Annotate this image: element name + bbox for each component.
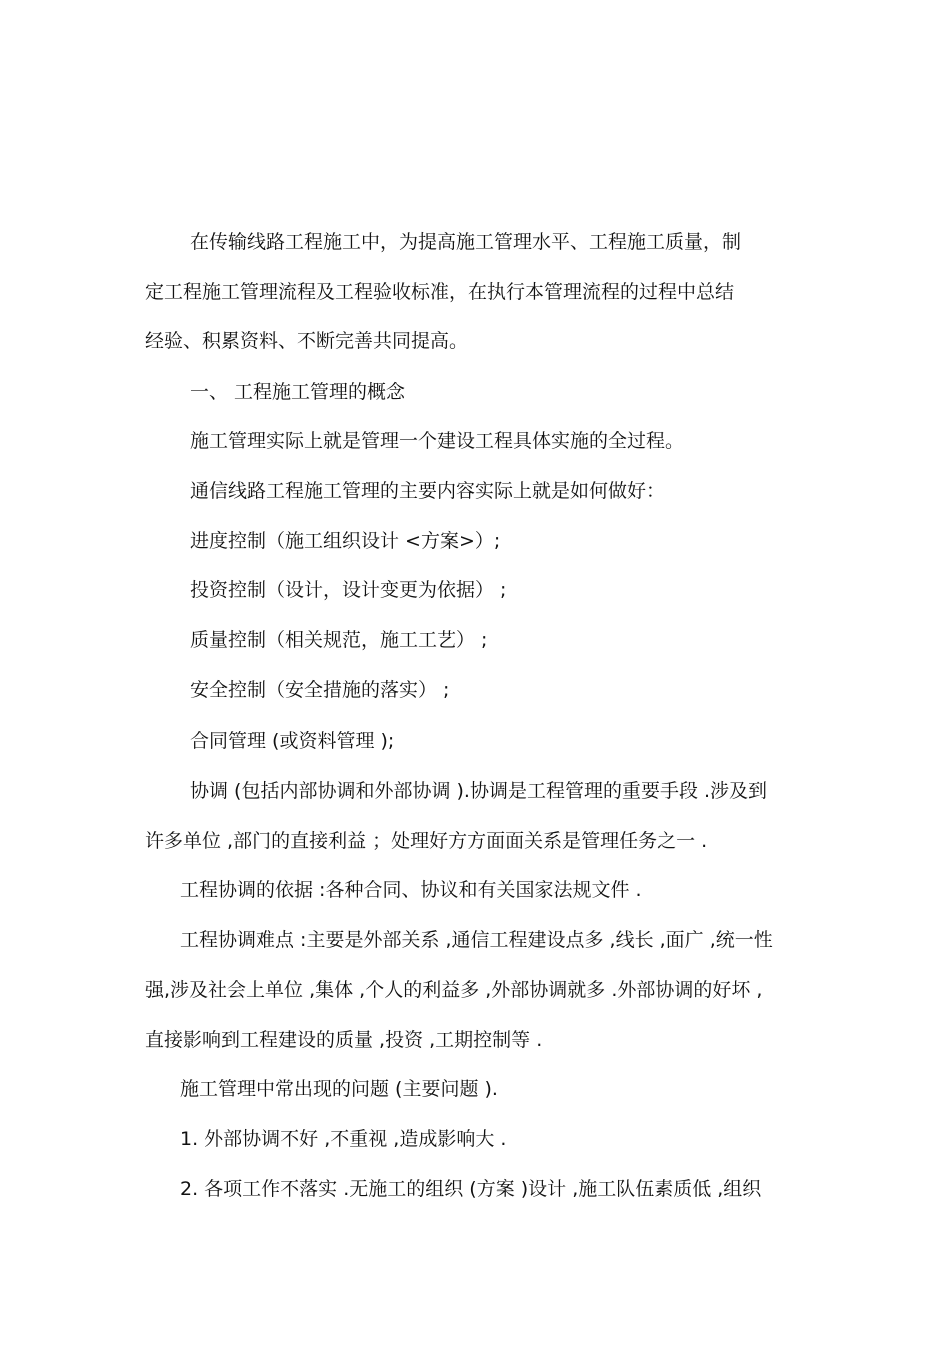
- list-item: 安全控制（安全措施的落实） ;: [190, 679, 450, 701]
- paragraph-line: 在传输线路工程施工中，为提高施工管理水平、工程施工质量，制: [190, 231, 742, 253]
- paragraph-line: 施工管理中常出现的问题 (主要问题 ).: [180, 1078, 498, 1100]
- paragraph-line: 协调 (包括内部协调和外部协调 ).协调是工程管理的重要手段 .涉及到: [190, 780, 768, 802]
- section-heading: 一、 工程施工管理的概念: [190, 381, 406, 403]
- paragraph-line: 许多单位 ,部门的直接利益 ；处理好方方面面关系是管理任务之一 .: [145, 830, 708, 852]
- list-item: 进度控制（施工组织设计 <方案>）;: [190, 530, 501, 552]
- paragraph-line: 定工程施工管理流程及工程验收标准，在执行本管理流程的过程中总结: [145, 281, 735, 303]
- paragraph-line: 直接影响到工程建设的质量 ,投资 ,工期控制等 .: [145, 1029, 543, 1051]
- list-item: 合同管理 (或资料管理 );: [190, 730, 395, 752]
- numbered-item: 1. 外部协调不好 ,不重视 ,造成影响大 .: [180, 1128, 507, 1150]
- list-item: 质量控制（相关规范，施工工艺） ;: [190, 629, 488, 651]
- numbered-item: 2. 各项工作不落实 .无施工的组织 (方案 )设计 ,施工队伍素质低 ,组织: [180, 1178, 762, 1200]
- list-item: 投资控制（设计，设计变更为依据） ;: [190, 579, 507, 601]
- paragraph-line: 经验、积累资料、不断完善共同提高。: [145, 330, 469, 352]
- paragraph-line: 通信线路工程施工管理的主要内容实际上就是如何做好：: [190, 480, 666, 502]
- paragraph-line: 施工管理实际上就是管理一个建设工程具体实施的全过程。: [190, 430, 685, 452]
- paragraph-line: 工程协调的依据 :各种合同、协议和有关国家法规文件 .: [180, 879, 642, 901]
- paragraph-line: 工程协调难点 :主要是外部关系 ,通信工程建设点多 ,线长 ,面广 ,统一性: [180, 929, 773, 951]
- paragraph-line: 强,涉及社会上单位 ,集体 ,个人的利益多 ,外部协调就多 .外部协调的好坏 ,: [145, 979, 763, 1001]
